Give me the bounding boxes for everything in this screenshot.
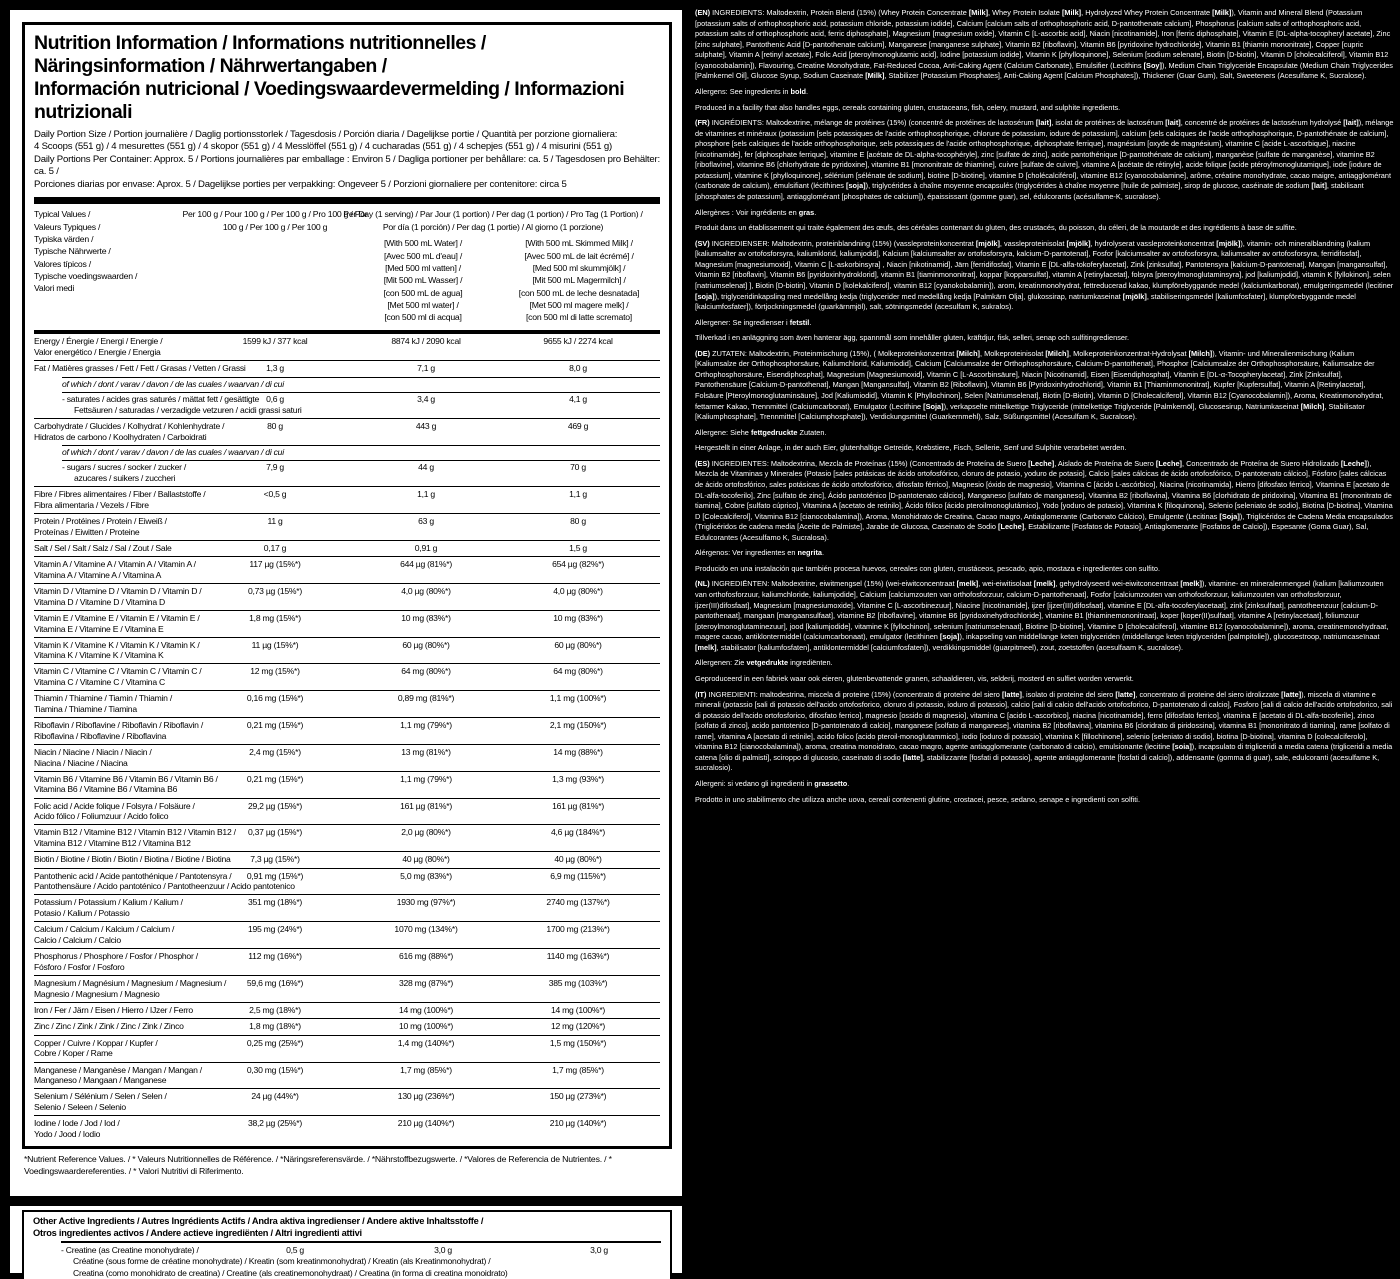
row-value-per100: 0,6 g <box>266 394 284 405</box>
row-value-water: 210 µg (140%*) <box>397 1118 455 1129</box>
row-value-water: 0,89 mg (81%*) <box>397 693 455 704</box>
row-label: Vitamina E / Vitamine E / Vitamina E <box>34 623 164 634</box>
row-value-milk: 60 µg (80%*) <box>554 639 602 650</box>
row-value-per100: 2,5 mg (18%*) <box>249 1004 301 1015</box>
row-value-water: 14 mg (100%*) <box>398 1004 454 1015</box>
row-label: Fat / Matières grasses / Fett / Fett / Grasas / Vetten / Grassi <box>34 363 246 374</box>
creatine-value-water: 3,0 g <box>434 1245 452 1256</box>
row-label: Calcium / Calcium / Kalcium / Calcium / <box>34 924 175 935</box>
table-row <box>34 771 660 798</box>
row-value-milk: 6,9 mg (115%*) <box>550 870 606 881</box>
row-value-water: 328 mg (87%*) <box>398 977 454 988</box>
divider-bar-top <box>34 197 660 204</box>
row-value-milk: 1,7 mg (85%*) <box>552 1064 604 1075</box>
row-label: Vitamin A / Vitamine A / Vitamin A / Vitamin A / <box>34 559 196 570</box>
table-row <box>34 556 660 583</box>
row-label: Pantothenic acid / Acide pantothénique / Pantotensyra / <box>34 870 232 881</box>
row-value-per100: 1,3 g <box>266 363 284 374</box>
ingredients-paragraph: Allergene: Siehe fettgedruckte Zutaten. <box>695 427 827 437</box>
ingredients-paragraph: Allergenen: Zie vetgedrukte ingrediënten. <box>695 658 833 668</box>
row-value-per100: 0,37 µg (15%*) <box>247 827 302 838</box>
row-value-milk: 8,0 g <box>569 363 587 374</box>
row-value-water: 64 mg (80%*) <box>401 666 451 677</box>
row-value-milk: 385 mg (103%*) <box>548 977 608 988</box>
table-row <box>34 690 660 717</box>
milk-header-line: [Mit 500 mL Magermilch] / <box>532 275 626 286</box>
creatine-row <box>33 1243 661 1256</box>
row-label: Vitamina D / Vitamine D / Vitamina D <box>34 596 165 607</box>
page-title <box>34 32 660 124</box>
row-value-per100: 0,16 mg (15%*) <box>246 693 304 704</box>
creatine-translations-line-1: Créatine (sous forme de créatine monohydrate) / Kreatin (som kreatinmonohydrat) / Kreatin (als Kreatinmonohydrat) / <box>73 1256 491 1267</box>
header-label-line: Typiska värden / <box>34 234 94 245</box>
table-row <box>34 921 660 948</box>
table-row <box>34 798 660 825</box>
header-with-skimmed-milk <box>504 237 654 323</box>
row-label: - saturates / acides gras saturés / mättat fett / gesättigte <box>62 394 260 405</box>
row-label: Tiamina / Thiamine / Tiamina <box>34 703 137 714</box>
ingredients-paragraph: (IT) INGREDIENTI: maltodestrina, miscela di proteine (15%) (concentrato di proteine del siero [latte], isolato di proteine del siero [latte], concentrato di proteine del siero idrolizzate [latte]), miscela di vitamine e minerali (potassio [sali di potassio dell'acido ortofosforico, cloruro di potassio, ioduro di potassio], calcio [sali di calcio dell'acido ortofosforico, D-pantotenato di calcio], Fosforo [sali di calcio dell'acido ortofosforico, sali di potassio dell'acido ortofosforico, difosfato ferrico], magnesio [ossido di magnesio], vitamina C [acido L-ascorbico], niacina [nicotinamide], ferro [difosfato ferrico], vitamina E [acetato di DL-alfa-tocoferile], zinco [solfato di zinco], acido pantotenico [D-pantotenato di calcio], manganese [solfato di manganese], vitamina B2 [riboflavina], vitamina B6 [cloridrato di piridossina], vitamina B1 [mononitrato di tiamina], rame [solfato di rame], vitamina A [acetato di retinile], acido folico [acido pteroil-monoglutammico], iodio [ioduro di potassio], vitamina K [fillochinone], selenio [seleniato di sodio], biotina [D-biotina], vitamina D [colecalciferolo], vitamina B12 [cianocobalamina]), aroma, creatina monoidrato, cacao magro, agente antiagglomerante (carbonato di calcio), emulsionante (lecitine [soia]), incapsulato di trigliceridi a media catena (trigliceridi a media catena [olio di palmisti], sciroppo di glucosio, caseinato di sodio [latte], stabilizzante [fosfati di potassio], agente antiagglomerante [fosfati di calcio]), addensante (gomma di guar), sale, edulcoranti (acesulfame K, sucralosio). <box>695 689 1393 773</box>
row-label: Manganeso / Mangaan / Manganese <box>34 1075 167 1086</box>
creatine-label: - Creatine (as Creatine monohydrate) / <box>61 1245 199 1256</box>
row-value-water: 130 µg (236%*) <box>397 1091 455 1102</box>
row-value-milk: 1,3 mg (93%*) <box>552 773 604 784</box>
row-value-per100: 80 g <box>267 420 283 431</box>
row-label: Vitamin B12 / Vitamine B12 / Vitamin B12 / Vitamin B12 / <box>34 827 236 838</box>
table-row <box>34 663 660 690</box>
row-value-milk: 4,1 g <box>569 394 587 405</box>
header-label-line: Valores típicos / <box>34 258 91 269</box>
row-value-per100: 112 mg (16%*) <box>248 951 302 962</box>
ingredients-panel <box>695 8 1395 810</box>
row-label: Magnesio / Magnesium / Magnesio <box>34 988 160 999</box>
row-label: Pantothensäure / Acido pantoténico / Pantotheenzuur / Acido pantotenico <box>34 881 295 892</box>
table-row <box>34 824 660 851</box>
table-row <box>34 392 660 418</box>
row-label: Vitamin E / Vitamine E / Vitamin E / Vitamin E / <box>34 612 200 623</box>
row-value-per100: 0,21 mg (15%*) <box>246 720 304 731</box>
table-row <box>34 460 660 486</box>
row-label: Acido fólico / Foliumzuur / Acido folico <box>34 811 169 822</box>
row-value-milk: 150 µg (273%*) <box>549 1091 607 1102</box>
row-value-water: 3,4 g <box>417 394 435 405</box>
ingredients-paragraph: Prodotto in uno stabilimento che utilizza anche uova, cereali contenenti glutine, crostacei, pesce, sedano, senape e ingredienti con solfiti. <box>695 794 1140 804</box>
row-value-water: 63 g <box>418 515 434 526</box>
row-value-milk: 4,6 µg (184%*) <box>550 827 605 838</box>
other-active-header-line-2: Otros ingredientes activos / Andere actieve ingrediënten / Altri ingredienti attivi <box>33 1228 362 1239</box>
row-label: Vitamina B12 / Vitamine B12 / Vitamina B12 <box>34 838 191 848</box>
table-row <box>34 975 660 1002</box>
creatine-value-milk: 3,0 g <box>590 1245 608 1256</box>
ingredients-paragraph: (FR) INGRÉDIENTS: Maltodextrine, mélange de protéines (15%) (concentré de protéines de lactosérum [lait], isolat de protéines de lactosérum [lait], concentré de protéines de lactosérum hydrolysé [lait]), mélange de vitamines et minéraux (potassium [sels potassiques de l'acide orthophosphorique, chlorure de potassium, iodure de potassium], calcium [sels calciques de l'acide orthophosphorique, D-pantothénate de calcium], phosphore [sels calciques de l'acide orthophosphorique, sels potassiques de l'acide orthophosphorique, diphosphate ferrique], magnésium [oxyde de magnésium], vitamine C [acide L-ascorbique], niacine [nicotinamide], fer [diphosphate ferrique], vitamine E [acétate de DL-alpha-tocophéryle], zinc [sulfate de zinc], acide pantothénique [D-pantothénate de calcium], manganèse [sulfate de manganèse], vitamine B2 [riboflavine], vitamine B6 [chlorhydrate de pyridoxine], vitamine B1 [mononitrate de thiamine], cuivre [sulfate de cuivre], vitamine A [acétate de rétinyle], acide folique [acide ptéroylmonoglutamique], iode [iodure de potassium], vitamine K [phylloquinone], sélénium [sélénate de sodium], biotine [D-biotine], vitamine D [cholécalciférol], vitamine B12 [cyanocobalamine], arôme, créatine monohydrate, cacao maigre, antiagglomérant (carbonate de calcium), émulsifiant (lécithines [soja]), triglycérides à chaîne moyenne encapsulés (triglycérides à chaîne moyenne [huile de palmiste], sirop de glucose, caséinate de sodium [lait], stabilisant [phosphates de potassium], antiagglomérant [phosphates de calcium]), épaississant (gomme guar), sel, édulcorants (acésulfame-K, sucralose). <box>695 118 1394 201</box>
row-value-water: 2,0 µg (80%*) <box>401 827 451 838</box>
row-value-water: 0,91 g <box>414 542 438 553</box>
ingredients-section-es <box>695 459 1395 575</box>
row-label: - sugars / sucres / socker / zucker / <box>62 462 186 473</box>
row-label: azucares / suikers / zuccheri <box>74 472 176 483</box>
milk-header-line: [With 500 mL Skimmed Milk] / <box>525 238 633 249</box>
row-value-per100: 24 µg (44%*) <box>251 1091 299 1102</box>
row-value-milk: 14 mg (100%*) <box>550 1004 606 1015</box>
row-value-milk: 1,1 g <box>569 489 587 500</box>
ingredients-section-fr <box>695 118 1395 234</box>
row-value-per100: 0,17 g <box>263 542 287 553</box>
ingredients-paragraph: (EN) INGREDIENTS: Maltodextrin, Protein Blend (15%) (Whey Protein Concentrate [Milk], Whey Protein Isolate [Milk], Hydrolyzed Whey Protein Concentrate [Milk]), Vitamin and Mineral Blend (Potassium [potassium salts of orthophosphoric acid, potassium chloride, potassium iodide], Calcium [calcium salts of orthophosphoric acid, D-pantothenate calcium], Phosphorus [calcium salts of orthophosphoric acid, potassium salts of orthophosphoric acid, ferric diphosphate], Magnesium [magnesium oxide], Vitamin C [L-ascorbic acid], Niacin [nicotinamide], Iron [ferric diphosphate], Vitamin E [DL-alpha-tocopheryl acetate], Zinc [zinc sulphate], Pantothenic Acid [D-pantothenate calcium], Manganese [manganese sulphate], Vitamin B2 [riboflavin], Vitamin B6 [pyridoxine hydrochloride], Vitamin B1 [thiamin mononitrate], Copper [cupric sulphate], Vitamin A [retinyl acetate], Folic Acid [pteroylmonoglutamic acid], Iodine [potassium iodide], Vitamin K [phylloquinone], Selenium [sodium selenate], Biotin [D-biotin], Vitamin D [cholecalciferol], Vitamin B12 [cyanocobalamin]), Flavouring, Creatine Monohydrate, Fat-Reduced Cocoa, Anti-Caking Agent (Calcium Carbonate), Emulsifier (Lecithins [Soy]), Medium Chain Triglyceride Encapsulate (Medium Chain Triglycerides [Palmkernel Oil], Glucose Syrup, Sodium Caseinate [Milk], Stabilizer [Potassium Phosphates], Anti-Caking Agent [Calcium Phosphates]), Thickener (Guar Gum), Salt, Sweeteners (Acesulfame K, Sucralose). <box>695 8 1393 81</box>
row-value-milk: 2740 mg (137%*) <box>546 897 610 908</box>
row-label: Carbohydrate / Glucides / Kolhydrat / Kohlenhydrate / <box>34 420 225 431</box>
header-label-line: Valori medi <box>34 283 75 294</box>
row-value-per100: <0,5 g <box>263 489 287 500</box>
row-value-milk: 1,5 g <box>569 542 587 553</box>
table-row <box>34 445 660 461</box>
ingredients-section-sv <box>695 239 1395 344</box>
portion-line: Daily Portions Per Container: Approx. 5 / Portions journalières par emballage : Environ 5 / Dagliga portioner per behållare: ca. 5 / Tagesdosen pro Behälter: ca. 5 / <box>34 153 660 178</box>
other-active-header-line-1: Other Active Ingredients / Autres Ingrédients Actifs / Andra aktiva ingredienser / Andere aktive Inhaltsstoffe / <box>33 1216 484 1226</box>
row-value-milk: 12 mg (120%*) <box>550 1021 606 1032</box>
row-value-milk: 64 mg (80%*) <box>553 666 603 677</box>
table-row <box>34 377 660 393</box>
table-row <box>34 418 660 445</box>
row-value-per100: 0,91 mg (15%*) <box>246 870 304 881</box>
table-row <box>34 717 660 744</box>
ingredients-paragraph: (NL) INGREDIËNTEN: Maltodextrine, eiwitmengsel (15%) (wei-eiwitconcentraat [melk], wei-eiwitisolaat [melk], gehydrolyseerd wei-eiwitconcentraat [melk]), vitamine- en mineralenmengsel (kalium [kaliumzouten van orthofosforzuur, kaliumchloride, kaliumjodide], Calcium [calciumzouten van orthofosforzuur, calcium-D-pantothenaat], Fosfor [calciumzouten van orthofosforzuur, kaliumzouten van orthofosforzuur, ijzer(III)difosfaat], Magnesium [magnesiumoxide], Vitamine C [L-ascorbinezuur], Niacine [nicotinamide], ijzer [ijzer(III)difosfaat], vitamine E [DL-alfa-tocoferylacetaat], zink [zinksulfaat], pantotheenzuur [calcium-D-pantothenaat], mangaan [mangaansulfaat], vitamine B2 [riboflavine], vitamine B6 [pyridoxinehydrochloride], vitamine B1 [thiaminemononitraat], koper [koper(II)sulfaat], vitamine A [retinylacetaat], foliumzuur [pteroylmonoglutaminezuur], jood [kaliumjodide], vitamine K [fyllochinon], selenium [natriumselenaat], Biotine [D-biotine], Vitamine D [cholecalciferol], vitamine B12 [cyanocobalamine]), aroma, creatinemonohydraat, magere cacao, antiklontermiddel (calciumcarbonaat), emulgator (lecithinen [soja]), inkapseling van middellange keten triglyceriden (middellange keten triglyceriden [palmpitolie]), glucosestroop, natriumcaseïnaat [melk], stabilisator [kaliumfosfaten], antiklontermiddel [calciumfosfaten]), verdikkingsmiddel (guarpitmeel), zout, zoetstoffen (acesulfaam K, sucralose). <box>695 579 1389 652</box>
row-label: Copper / Cuivre / Koppar / Kupfer / <box>34 1037 158 1048</box>
row-value-milk: 1,1 mg (100%*) <box>549 693 607 704</box>
row-value-water: 616 mg (88%*) <box>398 951 454 962</box>
ingredients-section-en <box>695 8 1395 113</box>
row-label: Proteínas / Eiwitten / Proteine <box>34 526 140 537</box>
row-label: Potassium / Potassium / Kalium / Kalium / <box>34 897 183 908</box>
table-row <box>34 1115 660 1142</box>
table-row <box>34 851 660 868</box>
water-header-line: [Avec 500 mL d'eau] / <box>383 250 463 261</box>
water-header-line: [Mit 500 mL Wasser] / <box>383 275 463 286</box>
row-value-per100: 195 mg (24%*) <box>247 924 303 935</box>
portion-line: Daily Portion Size / Portion journalière / Daglig portionsstorlek / Tagesdosis / Porción diaria / Dagelijkse portie / Quantità per porzione giornaliera: <box>34 129 618 140</box>
header-label-line: Typical Values / <box>34 209 91 220</box>
row-value-milk: 654 µg (82%*) <box>552 559 604 570</box>
row-value-milk: 1,5 mg (150%*) <box>549 1037 607 1048</box>
row-label: Biotin / Biotine / Biotin / Biotin / Biotina / Biotine / Biotina <box>34 854 231 865</box>
ingredients-section-de <box>695 349 1395 454</box>
row-value-water: 8874 kJ / 2090 kcal <box>391 336 461 347</box>
row-label: Riboflavina / Riboflavine / Riboflavina <box>34 730 167 741</box>
row-value-per100: 38,2 µg (25%*) <box>247 1118 302 1129</box>
header-label-line: Typische Nährwerte / <box>34 246 111 257</box>
ingredients-paragraph: Produit dans un établissement qui traite également des œufs, des céréales contenant du gluten, des crustacés, du poisson, du céleri, de la moutarde et des ingrédients à base de sulfite. <box>695 223 1297 233</box>
row-value-water: 1,4 mg (140%*) <box>397 1037 455 1048</box>
row-label: Selenio / Seleen / Selenio <box>34 1102 126 1112</box>
row-value-per100: 351 mg (18%*) <box>247 897 303 908</box>
creatine-translations-line-2: Creatina (como monohidrato de creatina) / Creatine (als creatinemonohydraat) / Creatina (in forma di creatina monoidrato) <box>73 1267 508 1278</box>
row-value-per100: 7,3 µg (15%*) <box>250 854 300 865</box>
ingredients-paragraph: Geproduceerd in een fabriek waar ook eieren, glutenbevattende granen, schaaldieren, vis, selderij, mosterd en sulfiet worden verwerkt. <box>695 673 1134 683</box>
row-label: Cobre / Koper / Rame <box>34 1048 113 1059</box>
row-label: Thiamin / Thiamine / Tiamin / Thiamin / <box>34 693 172 704</box>
row-label: Potasio / Kalium / Potassio <box>34 908 130 919</box>
row-value-per100: 0,21 mg (15%*) <box>246 773 304 784</box>
table-row <box>34 583 660 610</box>
row-label: Valor energético / Energie / Energia <box>34 347 161 357</box>
row-value-milk: 1700 mg (213%*) <box>546 924 610 935</box>
portion-line: Porciones diarias por envase: Aprox. 5 / Dagelijkse porties per verpakking: Ongeveer 5 / Porzioni giornaliere per contenitore: circa 5 <box>34 178 567 190</box>
row-label: Vitamina A / Vitamine A / Vitamina A <box>34 569 162 580</box>
ingredients-paragraph: Alérgenos: Ver ingredientes en negrita. <box>695 548 825 558</box>
row-label: Salt / Sel / Salt / Salz / Sal / Zout / Sale <box>34 542 172 553</box>
row-label: Selenium / Sélénium / Selen / Selen / <box>34 1091 167 1102</box>
footnote: *Nutrient Reference Values. / * Valeurs Nutritionnelles de Référence. / *Näringsreferensvärde. / *Nährstoffbezugswerte. / *Valores de Referencia de Nutrientes. / * Voedingswaardereferenties. / * Valori Nutritivi di Riferimento. <box>24 1153 612 1176</box>
portion-info <box>34 129 660 191</box>
row-value-water: 60 µg (80%*) <box>402 639 450 650</box>
row-value-per100: 11 µg (15%*) <box>251 639 299 650</box>
row-value-per100: 0,73 µg (15%*) <box>247 586 302 597</box>
row-value-milk: 4,0 µg (80%*) <box>553 586 603 597</box>
row-value-per100: 117 µg (15%*) <box>249 559 301 570</box>
ingredients-paragraph: Tillverkad i en anläggning som även hanterar ägg, spannmål som innehåller gluten, kräftdjur, fisk, selleri, senap och sulfitingredienser. <box>695 333 1130 343</box>
row-label: Fibre / Fibres alimentaires / Fiber / Ballaststoffe / <box>34 489 206 500</box>
row-value-water: 1,1 mg (79%*) <box>400 720 452 731</box>
table-row <box>34 334 660 360</box>
row-label: Hidratos de carbono / Koolhydraten / Carboidrati <box>34 431 207 442</box>
table-row <box>34 744 660 771</box>
row-value-milk: 1140 mg (163%*) <box>546 951 610 962</box>
row-label: Calcio / Calcium / Calcio <box>34 934 121 945</box>
title-line-1: Nutrition Information / Informations nutritionnelles / Näringsinformation / Nährwertangaben / <box>34 32 486 77</box>
header-per-day: Per Day (1 serving) / Par Jour (1 portion) / Per dag (1 portion) / Pro Tag (1 Portion) / Por día (1 porción) / Per dag (1 portie) / Al giorno (1 porzione) <box>343 209 643 232</box>
ingredients-paragraph: Allergeni: si vedano gli ingredienti in grassetto. <box>695 779 850 788</box>
ingredients-paragraph: Allergener: Se ingredienser i fetstil. <box>695 317 812 327</box>
row-value-water: 1070 mg (134%*) <box>394 924 458 935</box>
row-label: Vitamin C / Vitamine C / Vitamin C / Vitamin C / <box>34 666 202 677</box>
row-label: of which / dont / varav / davon / de las cuales / waarvan / di cui <box>62 446 284 457</box>
row-value-per100: 1599 kJ / 377 kcal <box>242 336 308 347</box>
creatine-value-per100: 0,5 g <box>286 1245 304 1256</box>
table-row <box>34 1002 660 1019</box>
row-value-milk: 40 µg (80%*) <box>554 854 602 865</box>
table-row <box>34 894 660 921</box>
row-label: Protein / Protéines / Protein / Eiweiß / <box>34 515 167 526</box>
row-label: Riboflavin / Riboflavine / Riboflavin / Riboflavin / <box>34 720 203 731</box>
ingredients-section-it <box>695 690 1395 806</box>
row-value-water: 13 mg (81%*) <box>401 746 451 757</box>
row-value-per100: 1,8 mg (15%*) <box>249 612 301 623</box>
table-row <box>34 486 660 513</box>
row-value-milk: 2,1 mg (150%*) <box>549 720 607 731</box>
ingredients-paragraph: Hergestellt in einer Anlage, in der auch Eier, glutenhaltige Getreide, Krebstiere, Fisch, Sellerie, Senf und Sulphite verarbeitet werden. <box>695 443 1127 453</box>
row-value-per100: 0,30 mg (15%*) <box>246 1064 304 1075</box>
row-value-milk: 210 µg (140%*) <box>549 1118 607 1129</box>
row-label: Magnesium / Magnésium / Magnesium / Magnesium / <box>34 977 227 988</box>
water-header-line: [With 500 mL Water] / <box>383 238 463 249</box>
milk-header-line: [con 500 ml di latte scremato] <box>526 312 632 323</box>
row-value-water: 10 mg (83%*) <box>401 612 451 623</box>
ingredients-paragraph: (ES) INGREDIENTES: Maltodextrina, Mezcla de Proteínas (15%) (Concentrado de Proteína de Suero [Leche], Aislado de Proteína de Suero [Leche], Concentrado de Proteína de Suero Hidrolizado [Leche]), Mezcla de Vitaminas y Minerales (Potasio [sales potásicas de ácido ortofosfórico, cloruro de potasio, yoduro de potasio], Calcio [sales cálcicas de ácido ortofosfórico, D-pantotenato cálcico], Fósforo [sales cálcicas de ácido ortofosfórico, sales potásicas de ácido ortofosfórico, difosfato férrico], Magnesio [óxido de magnesio], Vitamina C [ácido L-ascórbico], Niacina [nicotinamida], Hierro [difosfato férrico], Vitamina E [acetato de DL-alfa-tocoferilo], Zinc [sulfato de zinc], Ácido pantoténico [D-pantotenato cálcico], Manganeso [sulfato de manganeso], Vitamina B2 [riboflavina], Vitamina B6 [clorhidrato de piridoxina], Vitamina B1 [mononitrato de tiamina], Cobre [sulfato cúprico], Vitamina A [acetato de retinilo], Ácido fólico [ácido pteroilmonoglutámico], Yodo [yoduro de potasio], Vitamina K [filoquinona], Selenio [seleniato de sodio], Biotina [D-biotina], Vitamina D [Colecalciferol], Vitamina B12 [cianocobalamina]), Aroma, Monohidrato de Creatina, Cacao magro, Antiaglomerante (Carbonato Cálcico), Emulgente (Lecitinas [Soja]), Triglicéridos de Cadena Media encapsulados (Triglicéridos de cadena media [Aceite de Palmiste], Jarabe de Glucosa, Caseinato de Sodio [Leche], Estabilizante [Fosfatos de Potasio], Antiaglomerante [Fosfatos de Calcio]), Espesante (Goma Guar), Sal, Edulcorantes (Acesulfamo K, Sucralosa). <box>695 458 1393 542</box>
row-label: Niacin / Niacine / Niacin / Niacin / <box>34 746 152 757</box>
table-row <box>34 1062 660 1089</box>
row-label: Fibra alimentaria / Vezels / Fibre <box>34 499 149 510</box>
row-value-water: 40 µg (80%*) <box>402 854 450 865</box>
table-row <box>34 637 660 664</box>
water-header-line: [con 500 ml di acqua] <box>384 312 462 323</box>
row-label: Energy / Énergie / Energi / Energie / <box>34 336 163 347</box>
table-header <box>34 204 660 330</box>
table-row <box>34 948 660 975</box>
row-value-milk: 469 g <box>567 420 589 431</box>
ingredients-paragraph: (DE) ZUTATEN: Maltodextrin, Proteinmischung (15%), ( Molkeproteinkonzentrat [Milch], Molkeproteinisolat [Milch], Molkeproteinkonzentrat-Hydrolysat [Milch]), Vitamin- und Mineralienmischung (Kalium [Kaliumsalze der Orthophosphorsäure, Kaliumchlorid, Kaliumiodid], Calcium [Calciumsalze der Orthophosphorsäure, Calcium-D-pantothenat], Phosphor [Calciumsalze der Orthophosphorsäure, Kaliumsalze der Orthophosphorsäure, Eisendiphosphat], Magnesium [Magnesiumoxid], Vitamin C [L-Ascorbinsäure], Niacin [Nicotinamid], Eisen [Eisendiphosphat], Vitamin E [DL-α-Tocopherylacetat], Zink [Zinksulfat], Pantothensäure [Calcium-D-pantothenat], Mangan [Mangansulfat], Vitamin B2 [Riboflavin], Vitamin B6 [Pyridoxinhydrochlorid], Vitamin B1 [Thiaminmononitrat], Kupfer [Kupfersulfat], Vitamin A [Retinylacetat], Folsäure [Pteroylmonoglutaminsäure], Jod [Kaliumiodid], Vitamin K [Phyllochinon], Selen [Natriumselenat], Biotin [D-Biotin], Vitamin D [Cholecalciferol], Vitamin B12 [Cyanocobalamin]), Aroma, Kreatinmonohydrat, fettarmer Kakao, Trennmittel (Calciumcarbonat), Emulgator (Lecithine [Soja]), verkapselte mittelkettige Triglyceride (mittelkettige Triglyceride [Palmkernöl], Glucosesirup, Natriumkaseinat [Milch], Stabilisator [Kaliumphosphate], Trennmittel [Calciumphosphate]), Verdickungsmittel (Guarkernmehl), Salz, Süßungsmittel (Acesulfam K, Sucralose). <box>695 348 1384 422</box>
other-active-header <box>33 1215 661 1239</box>
row-value-per100: 11 g <box>267 515 283 526</box>
row-value-water: 1,1 mg (79%*) <box>400 773 452 784</box>
table-row <box>34 868 660 895</box>
row-label: Niacina / Niacine / Niacina <box>34 757 128 768</box>
row-value-per100: 0,25 mg (25%*) <box>246 1037 304 1048</box>
nutrition-panel <box>10 10 682 1196</box>
row-label: Zinc / Zinc / Zink / Zink / Zinc / Zink / Zinco <box>34 1021 184 1032</box>
table-row <box>34 1018 660 1035</box>
milk-header-line: [Avec 500 mL de lait écrémé] / <box>524 250 634 261</box>
row-label: Manganese / Manganèse / Mangan / Mangan / <box>34 1064 202 1075</box>
header-label-line: Typische voedingswaarden / <box>34 271 138 282</box>
row-value-water: 44 g <box>418 462 434 473</box>
other-active-panel <box>10 1206 682 1278</box>
title-line-2: Información nutricional / Voedingswaardevermelding / Informazioni nutrizionali <box>34 78 625 123</box>
row-label: Iodine / Iode / Jod / Iod / <box>34 1118 120 1129</box>
milk-header-line: [Med 500 ml skummjölk] / <box>532 263 626 274</box>
table-row <box>34 360 660 377</box>
row-label: Iron / Fer / Järn / Eisen / Hierro / IJzer / Ferro <box>34 1004 193 1015</box>
row-value-water: 5,0 mg (83%*) <box>400 870 452 881</box>
table-row <box>34 540 660 557</box>
row-label: Yodo / Jood / Iodio <box>34 1128 101 1139</box>
row-value-per100: 12 mg (15%*) <box>250 666 300 677</box>
row-value-milk: 14 mg (88%*) <box>553 746 603 757</box>
row-value-water: 1930 mg (97%*) <box>396 897 456 908</box>
row-label: Vitamina C / Vitamine C / Vitamina C <box>34 677 165 688</box>
milk-header-line: [Met 500 ml magere melk] / <box>529 300 629 311</box>
ingredients-paragraph: (SV) INGREDIENSER: Maltodextrin, proteinblandning (15%) (vassleproteinkoncentrat [mjölk], vassleproteinisolat [mjölk], hydrolyserat vassleproteinkoncentrat [mjölk]), vitamin- och mineralblandning (kalium [kaliumsalter av ortofosforsyra, kaliumklorid, kaliumjodid], Kalcium [kalciumsalter av ortofosforsyra, kalcium-D-pantotenat], Fosfor [kalciumsalter av ortofosforsyra, kaliumsalter av ortofosforsyra, ferridifosfat], Magnesium [magnesiumoxid], Vitamin C [L-askorbinsyra] , Niacin [nikotinamid], Järn [ferridifosfat], Vitamin E [DL-alfa-tokoferylacetat], Zink [zinksulfat], Pantotensyra [kalcium-D-pantotenat], Mangan [mangansulfat], Vitamin B2 [riboflavin], Vitamin B6 [pyridoxinhydroklorid], vitamin B1 [tiaminmononitrat], koppar [kopparsulfat], vitamin A [retinylacetat], folsyra [pteroylmonoglutaminsyra], jod [kaliumjodid], vitamin K [fyllokinon], selen [natriumselenat] ], Biotin [D-biotin], Vitamin D [kolekalciferol], vitamin B12 [cyanokobalamin]), arom, kreatinmonohydrat, fettreducerad kakao, klumpförebyggande medel (kalciumkarbonat), emulgeringsmedel (lecitiner [soja]), triglyceridinkapsling med medellång kedja (triglycerider med medellång kedja [Palmkärn Olja], glukossirap, natriumkaseinat [mjölk], stabiliseringsmedel [kaliumfosfater], klumpförebyggande medel [kalciumfosfater]), förtjockningsmedel (guarkärnmjöl), salt, sötningsmedel (acesulfam K, sukralos). <box>695 238 1394 312</box>
row-label: Vitamin B6 / Vitamine B6 / Vitamin B6 / Vitamin B6 / <box>34 773 218 784</box>
row-value-water: 1,7 mg (85%*) <box>400 1064 452 1075</box>
row-value-water: 443 g <box>415 420 437 431</box>
water-header-line: [Med 500 ml vatten] / <box>385 263 461 274</box>
row-label: Folic acid / Acide folique / Folsyra / Folsäure / <box>34 800 195 811</box>
other-active-box <box>22 1210 672 1279</box>
row-value-water: 7,1 g <box>417 363 435 374</box>
row-value-milk: 10 mg (83%*) <box>553 612 603 623</box>
row-value-milk: 80 g <box>570 515 586 526</box>
row-value-water: 161 µg (81%*) <box>400 800 452 811</box>
row-value-per100: 1,8 mg (18%*) <box>249 1021 301 1032</box>
row-label: Vitamina B6 / Vitamine B6 / Vitamina B6 <box>34 784 178 795</box>
row-label: Fettsäuren / saturadas / verzadigde vetzuren / acidi grassi saturi <box>74 404 302 415</box>
row-value-milk: 70 g <box>570 462 586 473</box>
row-label: Fósforo / Fosfor / Fosforo <box>34 961 125 972</box>
ingredients-paragraph: Allergènes : Voir ingrédients en gras. <box>695 207 817 217</box>
milk-header-line: [con 500 mL de leche desnatada] <box>518 287 640 298</box>
row-value-water: 4,0 µg (80%*) <box>401 586 451 597</box>
header-per-100g: Per 100 g / Pour 100 g / Per 100 g / Pro 100 g / Por 100 g / Per 100 g / Per 100 g <box>182 209 368 232</box>
nutrition-table-rows <box>34 334 660 1142</box>
portion-line: 4 Scoops (551 g) / 4 mesurettes (551 g) / 4 skopor (551 g) / 4 Messlöffel (551 g) / 4 cucharadas (551 g) / 4 schepjes (551 g) / 4 misurini (551 g) <box>34 141 612 153</box>
ingredients-paragraph: Produced in a facility that also handles eggs, cereals containing gluten, crustaceans, fish, celery, mustard, and sulphite ingredients. <box>695 102 1121 112</box>
row-label: Vitamin K / Vitamine K / Vitamin K / Vitamin K / <box>34 639 200 650</box>
table-row <box>34 610 660 637</box>
table-row <box>34 1088 660 1115</box>
row-value-water: 644 µg (81%*) <box>400 559 452 570</box>
water-header-line: [Met 500 ml water] / <box>387 300 459 311</box>
row-label: Vitamina K / Vitamine K / Vitamina K <box>34 650 164 661</box>
row-value-per100: 59,6 mg (16%*) <box>246 977 304 988</box>
table-row <box>34 1035 660 1062</box>
nutrition-box <box>22 22 672 1149</box>
row-label: of which / dont / varav / davon / de las cuales / waarvan / di cui <box>62 378 284 389</box>
row-value-per100: 7,9 g <box>266 462 284 473</box>
ingredients-section-nl <box>695 579 1395 684</box>
row-value-milk: 161 µg (81%*) <box>552 800 604 811</box>
row-value-per100: 2,4 mg (15%*) <box>249 746 301 757</box>
row-value-water: 1,1 g <box>417 489 435 500</box>
header-label-line: Valeurs Typiques / <box>34 221 101 232</box>
row-label: Vitamin D / Vitamine D / Vitamin D / Vitamin D / <box>34 586 202 597</box>
ingredients-paragraph: Allergens: See ingredients in bold. <box>695 86 809 96</box>
row-value-water: 10 mg (100%*) <box>398 1021 454 1032</box>
header-with-water <box>340 237 506 323</box>
row-value-per100: 29,2 µg (15%*) <box>247 800 302 811</box>
water-header-line: [con 500 mL de agua] <box>383 287 463 298</box>
row-label: Phosphorus / Phosphore / Fosfor / Phosphor / <box>34 951 198 962</box>
table-row <box>34 513 660 540</box>
row-value-milk: 9655 kJ / 2274 kcal <box>543 336 613 347</box>
ingredients-paragraph: Producido en una instalación que también procesa huevos, cereales con gluten, crustáceos, pescado, apio, mostaza e ingredientes con sulfito. <box>695 563 1160 573</box>
